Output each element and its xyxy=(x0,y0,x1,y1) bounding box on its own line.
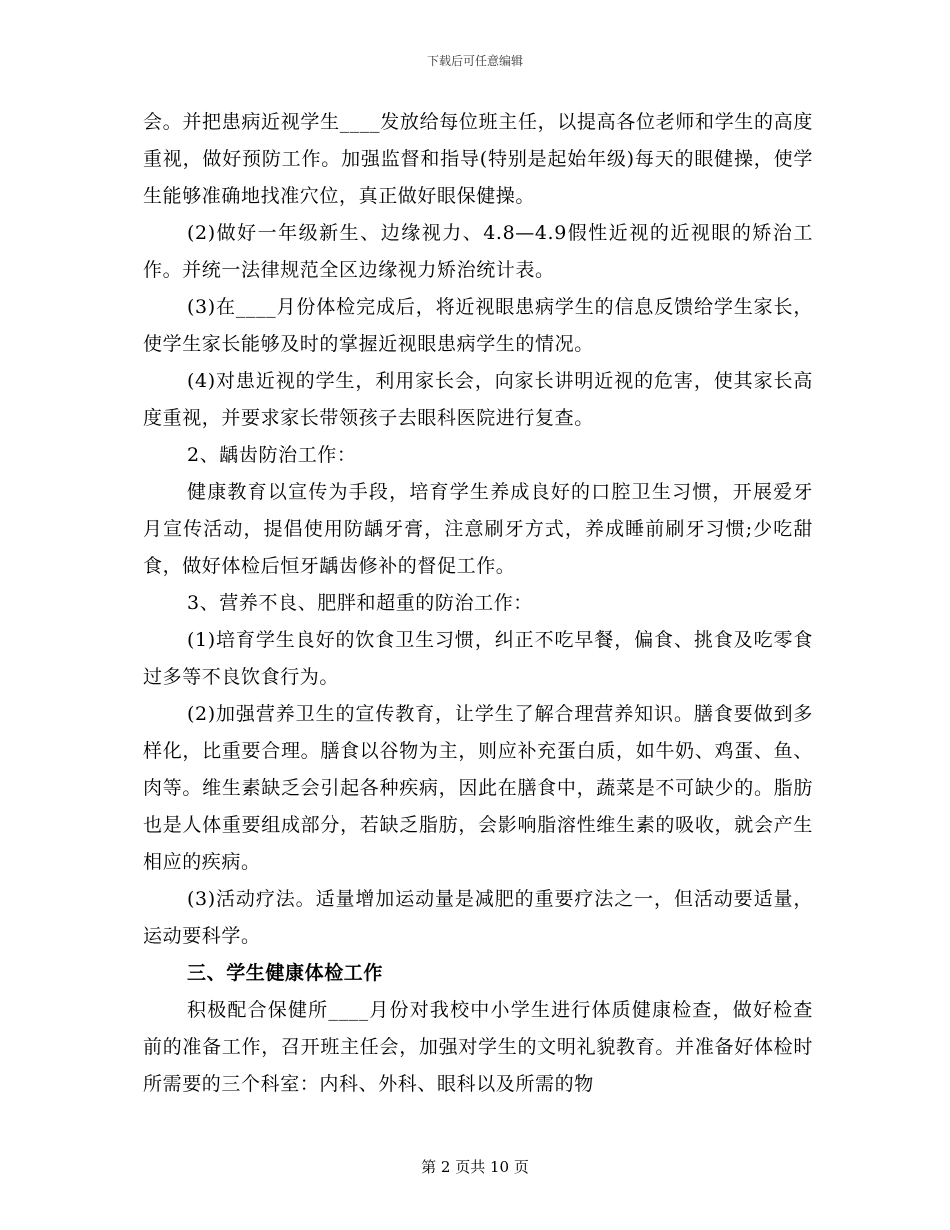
subsection-heading: 2、龋齿防治工作： xyxy=(187,444,357,466)
paragraph: (3)活动疗法。适量增加运动量是减肥的重要疗法之一，但活动要适量，运动要科学。 xyxy=(143,888,813,947)
paragraph: (4)对患近视的学生，利用家长会，向家长讲明近视的危害，使其家长高度重视，并要求家长带领孩子去眼科医院进行复查。 xyxy=(143,370,813,429)
paragraph: 积极配合保健所____月份对我校中小学生进行体质健康检查，做好检查前的准备工作，召开班主任会，加强对学生的文明礼貌教育。并准备好体检时所需要的三个科室：内科、外科、眼科以及所需的物 xyxy=(143,999,813,1095)
paragraph: 健康教育以宣传为手段，培育学生养成良好的口腔卫生习惯，开展爱牙月宣传活动，提倡使用防龋牙膏，注意刷牙方式，养成睡前刷牙习惯;少吃甜食，做好体检后恒牙龋齿修补的督促工作。 xyxy=(143,481,813,577)
paragraph: 会。并把患病近视学生____发放给每位班主任，以提高各位老师和学生的高度重视，做好预防工作。加强监督和指导(特别是起始年级)每天的眼健操，使学生能够准确地找准穴位，真正做好眼保健操。 xyxy=(143,111,813,207)
paragraph: (1)培育学生良好的饮食卫生习惯，纠正不吃早餐，偏食、挑食及吃零食过多等不良饮食行为。 xyxy=(143,629,813,688)
page-header: 下载后可任意编辑 xyxy=(426,54,523,68)
subsection-heading: 3、营养不良、肥胖和超重的防治工作： xyxy=(187,592,533,614)
paragraph: (2)做好一年级新生、边缘视力、4.8—4.9假性近视的近视眼的矫治工作。并统一法律规范全区边缘视力矫治统计表。 xyxy=(143,222,813,281)
page-footer: 第 2 页共 10 页 xyxy=(421,1158,529,1176)
section-heading: 三、学生健康体检工作 xyxy=(187,962,384,984)
paragraph: (2)加强营养卫生的宣传教育，让学生了解合理营养知识。膳食要做到多样化，比重要合理。膳食以谷物为主，则应补充蛋白质，如牛奶、鸡蛋、鱼、肉等。维生素缺乏会引起各种疾病，因此在膳食中，蔬菜是不可缺少的。脂肪也是人体重要组成部分，若缺乏脂肪，会影响脂溶性维生素的吸收，就会产生相应的疾病。 xyxy=(143,703,813,873)
document-body xyxy=(143,104,813,1103)
paragraph: (3)在____月份体检完成后，将近视眼患病学生的信息反馈给学生家长，使学生家长能够及时的掌握近视眼患病学生的情况。 xyxy=(143,296,813,355)
